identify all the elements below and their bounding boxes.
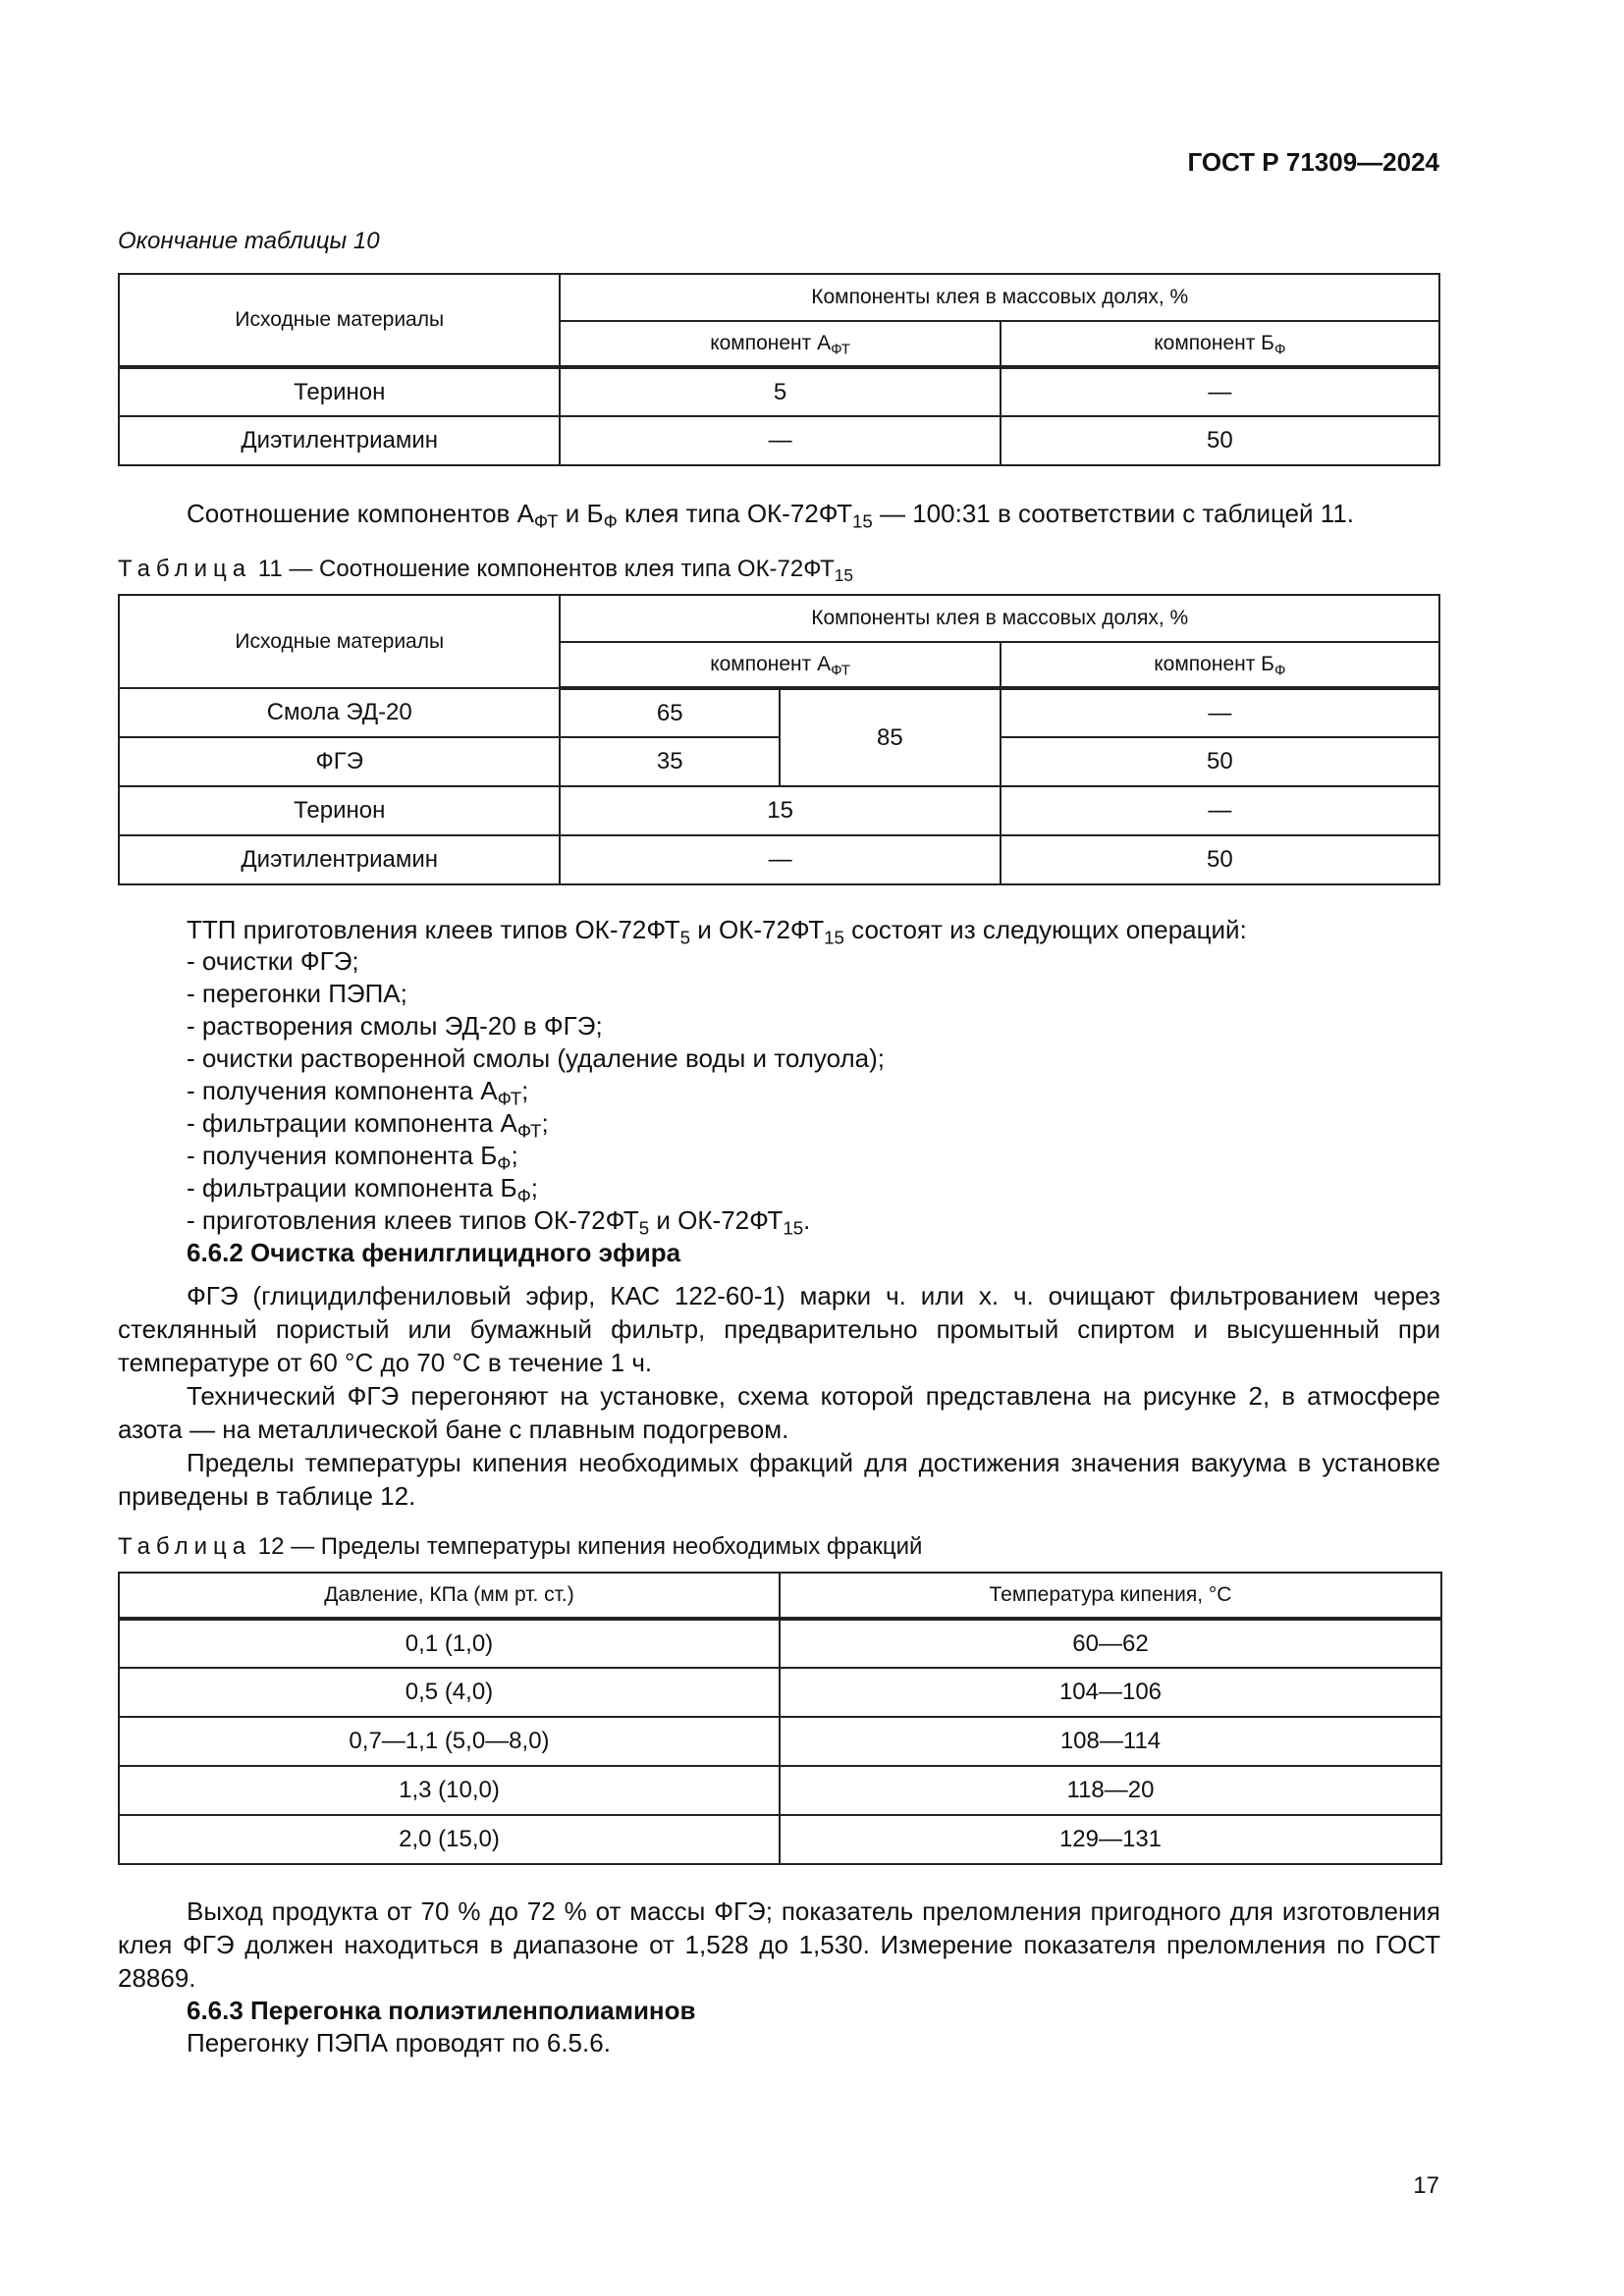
table-cell: 104—106 xyxy=(780,1668,1441,1717)
paragraph-distillation: Технический ФГЭ перегоняют на установке, схема которой представлена на рисунке 2, в атмосфере азота — на металлической бане с плавным подогревом. xyxy=(118,1381,1440,1444)
table-cell: 50 xyxy=(1001,835,1439,884)
table-cell: — xyxy=(1001,367,1439,416)
table-cell: 0,5 (4,0) xyxy=(119,1668,780,1717)
standard-header: ГОСТ Р 71309—2024 xyxy=(1187,147,1439,177)
table-cell: 1,3 (10,0) xyxy=(119,1766,780,1815)
section-663 xyxy=(187,1995,696,2059)
operations-list xyxy=(187,945,885,1269)
table-cell: Диэтилентриамин xyxy=(119,835,560,884)
table-cell: ФГЭ xyxy=(119,737,560,786)
table-cell: 0,1 (1,0) xyxy=(119,1619,780,1668)
list-item: - перегонки ПЭПА; xyxy=(187,979,407,1008)
header-materials: Исходные материалы xyxy=(119,274,560,367)
table-cell: 118—20 xyxy=(780,1766,1441,1815)
list-item: - приготовления клеев типов $ОК-72ФТ_5$ и $ОК-72ФТ_{15}$. xyxy=(187,1205,811,1239)
table-cell: 60—62 xyxy=(780,1619,1441,1668)
table-continuation-label: Окончание таблицы 10 xyxy=(118,228,380,254)
table-cell: — xyxy=(1001,688,1439,737)
table-12-caption: Таблица 12 — Пределы температуры кипения необходимых фракций xyxy=(118,1533,923,1560)
ratio-paragraph: Соотношение компонентов $А_{ФТ}$ и $Б_Ф$ клея типа $ОК-72ФТ_{15}$ — 100:31 в соответствии с таблицей 11. xyxy=(187,499,1355,532)
list-item: - фильтрации компонента $Б_Ф$; xyxy=(187,1173,539,1206)
table-cell: 50 xyxy=(1001,737,1439,786)
table-cell: Теринон xyxy=(119,786,560,835)
table-10 xyxy=(118,273,1440,466)
table-cell: Диэтилентриамин xyxy=(119,416,560,465)
list-item: - получения компонента $Б_Ф$; xyxy=(187,1141,518,1174)
ttp-intro: ТТП приготовления клеев типов $ОК-72ФТ_5$ и $ОК-72ФТ_{15}$ состоят из следующих операций: xyxy=(187,915,1247,948)
table-cell: 15 xyxy=(560,786,1000,835)
header-materials: Исходные материалы xyxy=(119,595,560,688)
section-title-662: 6.6.2 Очистка фенилглицидного эфира xyxy=(187,1238,681,1267)
header-temperature: Температура кипения, °С xyxy=(780,1573,1441,1619)
list-item: - фильтрации компонента $А_{ФТ}$; xyxy=(187,1108,549,1142)
paragraph-fge-cleaning: ФГЭ (глицидилфениловый эфир, КАС 122-60-1) марки ч. или х. ч. очищают фильтрованием через стеклянный пористый или бумажный фильтр, предварительно промытый спиртом и высушенный при температуре от 60 °С до 70 °С в течение 1 ч. xyxy=(118,1281,1440,1377)
paragraph-boiling-limits: Пределы температуры кипения необходимых фракций для достижения значения вакуума в установке приведены в таблице 12. xyxy=(118,1448,1440,1511)
table-cell: — xyxy=(560,416,1000,465)
table-cell: 2,0 (15,0) xyxy=(119,1815,780,1864)
table-cell: Теринон xyxy=(119,367,560,416)
table-11-caption: Таблица 11 — Соотношение компонентов клея типа $ОК-72ФТ_{15}$ xyxy=(118,556,854,586)
table-cell: 5 xyxy=(560,367,1000,416)
table-12 xyxy=(118,1572,1442,1865)
page-number: 17 xyxy=(1413,2172,1439,2199)
table-cell: 108—114 xyxy=(780,1717,1441,1766)
table-cell: 50 xyxy=(1001,416,1439,465)
header-component-b: компонент $Б_Ф$ xyxy=(1001,321,1439,367)
list-item: - растворения смолы ЭД-20 в ФГЭ; xyxy=(187,1011,603,1041)
list-item: - получения компонента $А_{ФТ}$; xyxy=(187,1076,529,1109)
header-component-a: компонент $А_{ФТ}$ xyxy=(560,321,1000,367)
table-cell: — xyxy=(1001,786,1439,835)
section-title-663: 6.6.3 Перегонка полиэтиленполиаминов xyxy=(187,1996,696,2025)
header-components: Компоненты клея в массовых долях, % xyxy=(560,595,1439,642)
paragraph-product-output: Выход продукта от 70 % до 72 % от массы ФГЭ; показатель преломления пригодного для изготовления клея ФГЭ должен находиться в диапазоне от 1,528 до 1,530. Измерение показателя преломления по ГОСТ 28869. xyxy=(118,1896,1440,1993)
table-cell: 0,7—1,1 (5,0—8,0) xyxy=(119,1717,780,1766)
table-cell: 65 xyxy=(560,688,780,737)
table-cell: — xyxy=(560,835,1000,884)
table-11 xyxy=(118,594,1440,885)
header-component-a: компонент $А_{ФТ}$ xyxy=(560,642,1000,688)
header-component-b: компонент $Б_Ф$ xyxy=(1001,642,1439,688)
table-cell: Смола ЭД-20 xyxy=(119,688,560,737)
table-cell-merged: 85 xyxy=(780,688,1001,786)
header-pressure: Давление, КПа (мм рт. ст.) xyxy=(119,1573,780,1619)
paragraph-pepa: Перегонку ПЭПА проводят по 6.5.6. xyxy=(187,2028,611,2057)
list-item: - очистки растворенной смолы (удаление воды и толуола); xyxy=(187,1043,885,1073)
header-components: Компоненты клея в массовых долях, % xyxy=(560,274,1439,321)
table-cell: 129—131 xyxy=(780,1815,1441,1864)
list-item: - очистки ФГЭ; xyxy=(187,946,359,976)
table-cell: 35 xyxy=(560,737,780,786)
